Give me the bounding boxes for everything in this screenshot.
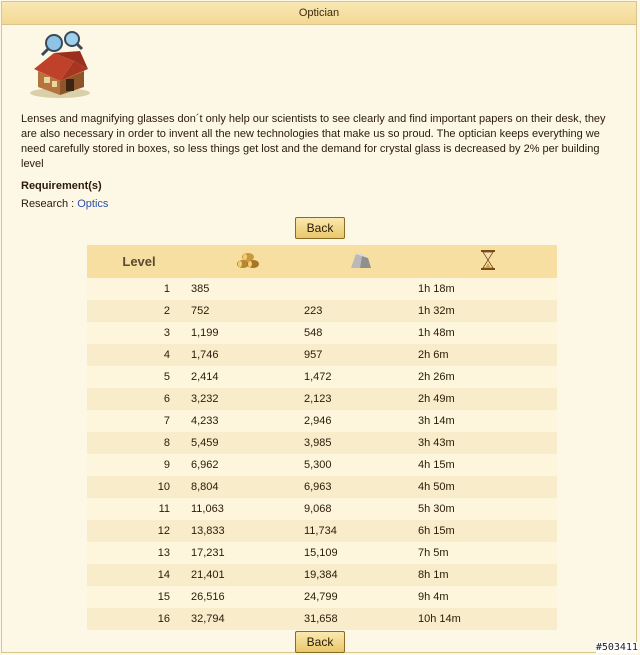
table-row: [87, 586, 557, 608]
level-cell: 4: [87, 344, 191, 366]
wood-cost-cell: 3,232: [191, 388, 304, 410]
build-time-cell: 2h 49m: [418, 388, 557, 410]
marble-cost-cell: 24,799: [304, 586, 418, 608]
marble-cost-cell: 11,734: [304, 520, 418, 542]
level-cell: 13: [87, 542, 191, 564]
level-cell: 2: [87, 300, 191, 322]
table-row: [87, 366, 557, 388]
build-time-cell: 4h 15m: [418, 454, 557, 476]
building-description: Lenses and magnifying glasses don´t only help our scientists to see clearly and find important papers on their desk, they are also necessary in order to invent all the new technologies that make us so proud. The optician keeps everything we need carefully stored in boxes, so less things get lost and the demand for crystal glass is decreased by 2% per building level: [21, 113, 606, 170]
build-time-cell: 1h 18m: [418, 278, 557, 300]
level-cell: 3: [87, 322, 191, 344]
marble-cost-cell: 1,472: [304, 366, 418, 388]
build-time-cell: 9h 4m: [418, 586, 557, 608]
requirements-prefix: Research :: [21, 198, 78, 210]
optician-panel: [1, 1, 637, 653]
wood-cost-cell: 32,794: [191, 608, 304, 630]
marble-cost-cell: 31,658: [304, 608, 418, 630]
back-button-bottom[interactable]: Back: [295, 631, 345, 653]
build-time-cell: 10h 14m: [418, 608, 557, 630]
marble-cost-cell: 957: [304, 344, 418, 366]
marble-cost-cell: 2,946: [304, 410, 418, 432]
wood-cost-cell: 752: [191, 300, 304, 322]
wood-cost-cell: 8,804: [191, 476, 304, 498]
table-header-row: [87, 245, 557, 278]
wood-cost-cell: 6,962: [191, 454, 304, 476]
optician-building-icon: [24, 29, 96, 101]
build-time-cell: 3h 14m: [418, 410, 557, 432]
marble-cost-cell: 6,963: [304, 476, 418, 498]
build-time-cell: 5h 30m: [418, 498, 557, 520]
requirements-line: [21, 198, 108, 210]
wood-cost-cell: 1,199: [191, 322, 304, 344]
table-row: [87, 344, 557, 366]
marble-cost-cell: 548: [304, 322, 418, 344]
wood-cost-cell: 26,516: [191, 586, 304, 608]
level-cell: 15: [87, 586, 191, 608]
build-time-cell: 1h 48m: [418, 322, 557, 344]
table-row: [87, 498, 557, 520]
optics-research-link[interactable]: Optics: [77, 198, 109, 210]
table-row: [87, 410, 557, 432]
table-row: [87, 300, 557, 322]
build-time-cell: 7h 5m: [418, 542, 557, 564]
build-time-cell: 1h 32m: [418, 300, 557, 322]
marble-cost-cell: 223: [304, 300, 418, 322]
time-column-header: [418, 245, 557, 278]
watermark: #503411: [595, 642, 638, 653]
marble-icon: [348, 250, 374, 273]
build-time-cell: 8h 1m: [418, 564, 557, 586]
requirements-heading: Requirement(s): [21, 180, 102, 192]
wood-icon: [235, 250, 261, 273]
wood-cost-cell: 11,063: [191, 498, 304, 520]
level-cell: 11: [87, 498, 191, 520]
wood-cost-cell: 4,233: [191, 410, 304, 432]
level-cell: 5: [87, 366, 191, 388]
level-cell: 16: [87, 608, 191, 630]
hourglass-icon: [479, 249, 497, 274]
marble-cost-cell: [304, 278, 418, 300]
level-cell: 6: [87, 388, 191, 410]
level-cell: 8: [87, 432, 191, 454]
table-row: [87, 476, 557, 498]
level-column-header: Level: [87, 245, 191, 278]
wood-cost-cell: 13,833: [191, 520, 304, 542]
wood-cost-cell: 21,401: [191, 564, 304, 586]
build-time-cell: 6h 15m: [418, 520, 557, 542]
table-row: [87, 432, 557, 454]
marble-cost-cell: 19,384: [304, 564, 418, 586]
wood-cost-cell: 5,459: [191, 432, 304, 454]
marble-cost-cell: 9,068: [304, 498, 418, 520]
wood-cost-cell: 1,746: [191, 344, 304, 366]
table-row: [87, 564, 557, 586]
table-row: [87, 322, 557, 344]
wood-cost-cell: 17,231: [191, 542, 304, 564]
level-cell: 1: [87, 278, 191, 300]
table-row: [87, 520, 557, 542]
wood-cost-cell: 2,414: [191, 366, 304, 388]
build-time-cell: 2h 26m: [418, 366, 557, 388]
table-row: [87, 388, 557, 410]
marble-cost-cell: 3,985: [304, 432, 418, 454]
level-cell: 9: [87, 454, 191, 476]
build-time-cell: 2h 6m: [418, 344, 557, 366]
table-row: [87, 278, 557, 300]
level-cell: 10: [87, 476, 191, 498]
wood-cost-cell: 385: [191, 278, 304, 300]
marble-cost-cell: 2,123: [304, 388, 418, 410]
table-row: [87, 608, 557, 630]
marble-column-header: [304, 245, 418, 278]
back-button-top[interactable]: Back: [295, 217, 345, 239]
window-title: Optician: [2, 2, 636, 25]
wood-column-header: [191, 245, 304, 278]
build-time-cell: 3h 43m: [418, 432, 557, 454]
build-time-cell: 4h 50m: [418, 476, 557, 498]
level-cell: 14: [87, 564, 191, 586]
marble-cost-cell: 15,109: [304, 542, 418, 564]
table-row: [87, 454, 557, 476]
level-cell: 7: [87, 410, 191, 432]
level-table: [87, 245, 557, 630]
level-cell: 12: [87, 520, 191, 542]
table-row: [87, 542, 557, 564]
marble-cost-cell: 5,300: [304, 454, 418, 476]
